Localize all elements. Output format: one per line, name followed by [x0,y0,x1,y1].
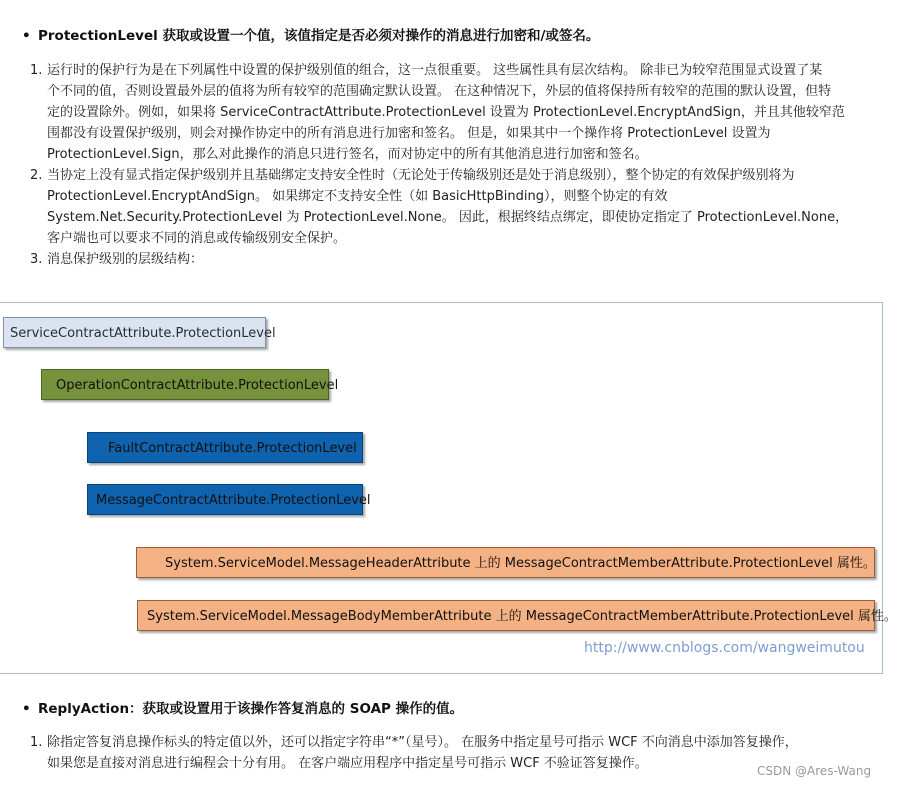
csdn-watermark: CSDN @Ares-Wang [757,764,872,778]
bullet-icon: • [22,28,31,44]
list-item-line: 运行时的保护行为是在下列属性中设置的保护级别值的组合，这一点很重要。 这些属性具有层次结构。 除非已为较窄范围显式设置了某 [47,63,823,78]
diagram-box-message-header: System.ServiceModel.MessageHeaderAttribute 上的 MessageContractMemberAttribute.ProtectionLevel 属性。 [136,547,875,578]
diagram-box-message-body: System.ServiceModel.MessageBodyMemberAttribute 上的 MessageContractMemberAttribute.ProtectionLevel 属性。 [137,600,875,631]
list-item-line: 如果您是直接对消息进行编程会十分有用。 在客户端应用程序中指定星号可指示 WCF 不验证答复操作。 [47,756,648,771]
list-item-line: System.Net.Security.ProtectionLevel 为 ProtectionLevel.None。 因此，根据终结点绑定，即使协定指定了 ProtectionLevel.None， [47,210,849,225]
heading-text: ProtectionLevel 获取或设置一个值，该值指定是否必须对操作的消息进行加密和/或签名。 [38,28,600,44]
list-item-line: 除指定答复消息操作标头的特定值以外，还可以指定字符串“*”（星号）。 在服务中指定星号可指示 WCF 不向消息中添加答复操作， [47,735,798,750]
list-item-line: 消息保护级别的层级结构： [47,252,204,267]
diagram-box-fault-contract: FaultContractAttribute.ProtectionLevel [87,432,363,463]
diagram-box-operation-contract: OperationContractAttribute.ProtectionLevel [41,369,329,400]
list-item-line: 定的设置除外。例如，如果将 ServiceContractAttribute.ProtectionLevel 设置为 ProtectionLevel.EncryptAndSign，并且其他较窄范 [47,105,845,120]
list-item-line: ProtectionLevel.EncryptAndSign。 如果绑定不支持安全性（如 BasicHttpBinding），则整个协定的有效 [47,189,668,204]
list-item-line: 客户端也可以要求不同的消息或传输级别安全保护。 [47,231,347,246]
list-item-line: 当协定上没有显式指定保护级别并且基础绑定支持安全性时（无论处于传输级别还是处于消息级别），整个协定的有效保护级别将为 [47,168,795,183]
list-item-number: 1. [30,735,43,750]
list-item-number: 2. [30,168,43,183]
list-item [30,165,890,249]
list-item-number: 3. [30,252,43,267]
heading-text: ReplyAction：获取或设置用于该操作答复消息的 SOAP 操作的值。 [38,701,464,717]
diagram-source-url: http://www.cnblogs.com/wangweimutou [584,640,865,656]
bullet-icon: • [22,701,31,717]
section-heading-reply-action [22,697,463,717]
diagram-box-service-contract: ServiceContractAttribute.ProtectionLevel [3,317,266,348]
list-item [30,60,890,165]
protection-level-notes-list [30,60,890,270]
list-item-line: 围都没有设置保护级别，则会对操作协定中的所有消息进行加密和签名。 但是，如果其中一个操作将 ProtectionLevel 设置为 [47,126,771,141]
section-heading-protection-level [22,24,599,44]
list-item [30,249,890,270]
list-item-line: ProtectionLevel.Sign，那么对此操作的消息只进行签名，而对协定中的所有其他消息进行加密和签名。 [47,147,648,162]
diagram-box-message-contract: MessageContractAttribute.ProtectionLevel [87,484,363,515]
list-item-number: 1. [30,63,43,78]
list-item-line: 个不同的值，否则设置最外层的值将为所有较窄的范围确定默认设置。 在这种情况下，外层的值将保持所有较窄的范围的默认设置，但特 [47,84,832,99]
